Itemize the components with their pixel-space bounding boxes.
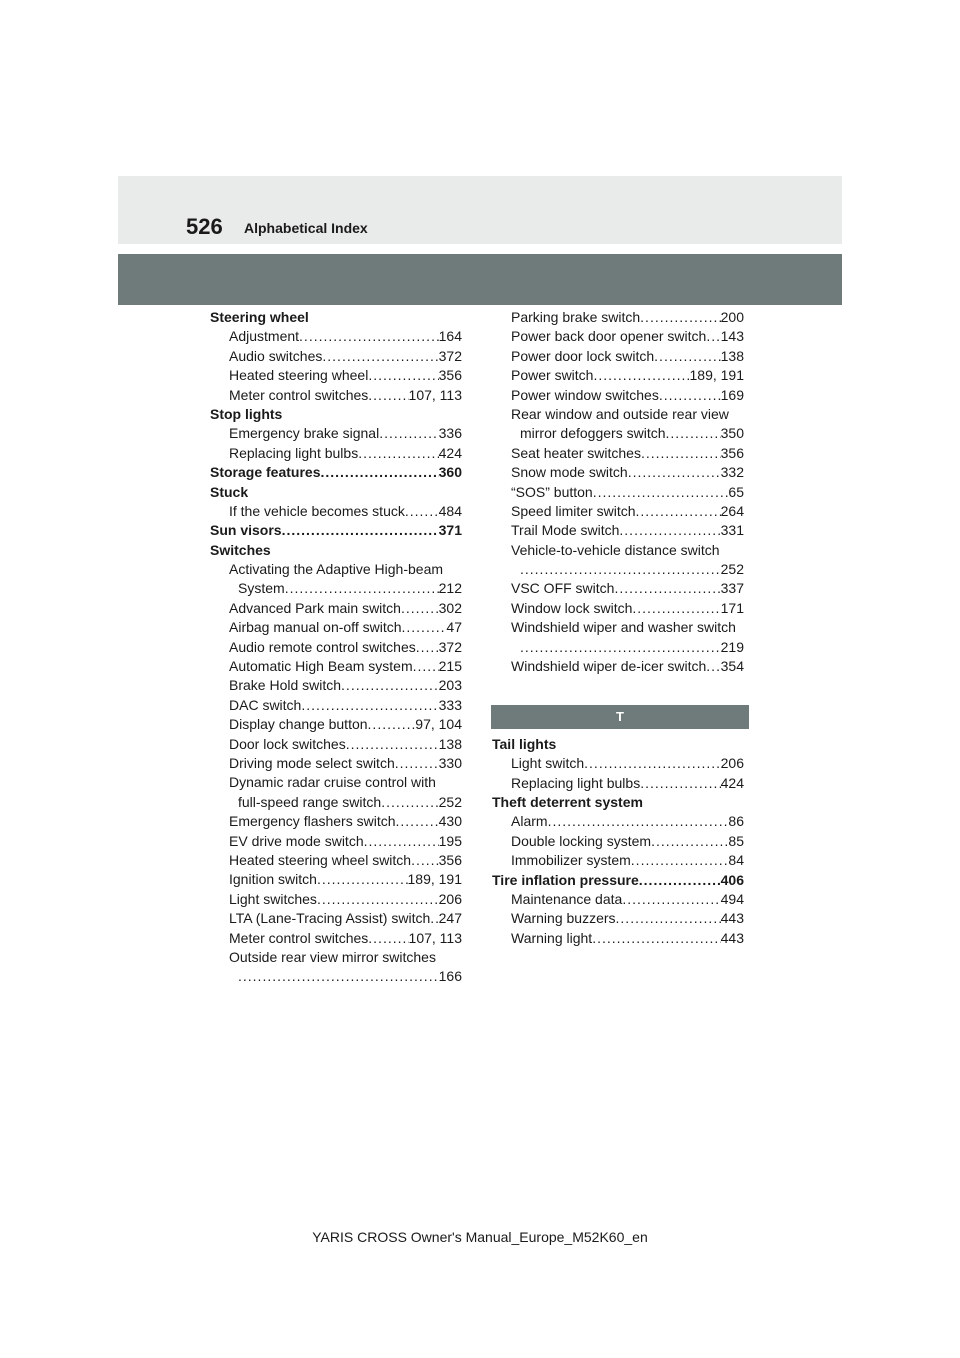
index-entry-text: Storage features: [210, 464, 321, 481]
index-entry-text: Display change button: [229, 716, 368, 733]
index-entry-page: 372: [438, 638, 462, 655]
index-entry-text: Meter control switches: [229, 386, 369, 403]
index-entry-text: mirror defoggers switch: [520, 425, 666, 442]
index-entry-text: Rear window and outside rear view: [511, 405, 729, 422]
dot-leader: [317, 870, 408, 889]
index-entry-page: 189, 191: [689, 367, 744, 384]
index-entry: [210, 444, 462, 463]
index-entry-page: 189, 191: [407, 871, 462, 888]
index-entry-text: Power switch: [511, 367, 594, 384]
dot-leader: [593, 366, 689, 385]
index-entry-text: Power window switches: [511, 386, 659, 403]
index-entry-text: Snow mode switch: [511, 464, 628, 481]
dot-leader: [619, 521, 720, 540]
index-entry-page: 356: [720, 444, 744, 461]
index-entry: [210, 599, 462, 618]
index-entry-text: Tire inflation pressure: [492, 871, 639, 888]
index-entry-page: 219: [720, 638, 744, 655]
index-entry-text: Power door lock switch: [511, 347, 655, 364]
index-entry-text: Seat heater switches: [511, 444, 641, 461]
index-entry: [492, 851, 744, 870]
index-heading: [210, 483, 462, 502]
index-entry-text: Stop lights: [210, 405, 283, 422]
index-entry-page: 443: [720, 929, 744, 946]
index-entry-text: Tail lights: [492, 735, 557, 752]
index-entry-page: 252: [720, 561, 744, 578]
index-entry: [492, 560, 744, 579]
index-entry-text: Warning buzzers: [511, 910, 616, 927]
index-entry: [210, 948, 462, 967]
section-band: [118, 254, 842, 305]
index-entry-page: 200: [720, 309, 744, 325]
index-heading: [210, 308, 462, 327]
index-entry: [492, 929, 744, 948]
index-entry-page: 164: [438, 328, 462, 345]
index-entry-text: Alarm: [511, 813, 548, 830]
index-entry: [210, 327, 462, 346]
dot-leader: [616, 909, 721, 928]
index-heading: [492, 735, 744, 754]
dot-leader: [379, 424, 438, 443]
dot-leader: [632, 599, 720, 618]
index-entry-text: Audio remote control switches: [229, 638, 416, 655]
index-entry: [210, 851, 462, 870]
index-entry-text: If the vehicle becomes stuck: [229, 502, 405, 519]
index-entry-text: Audio switches: [229, 347, 323, 364]
index-heading: [210, 463, 462, 482]
page-number: 526: [186, 214, 223, 239]
index-entry-text: DAC switch: [229, 696, 302, 713]
index-entry-text: Theft deterrent system: [492, 793, 643, 810]
index-entry: [492, 657, 744, 676]
index-entry: [492, 386, 744, 405]
index-entry: [492, 502, 744, 521]
letter-section-header: [491, 705, 749, 729]
dot-leader: [666, 424, 721, 443]
index-entry-text: Light switches: [229, 890, 317, 907]
dot-leader: [622, 890, 720, 909]
dot-leader: [706, 657, 720, 676]
index-entry: [210, 967, 462, 986]
index-entry-page: 107, 113: [408, 386, 462, 403]
dot-leader: [593, 483, 729, 502]
index-entry-text: VSC OFF switch: [511, 580, 615, 597]
index-entry-text: Replacing light bulbs: [511, 774, 641, 791]
dot-leader: [641, 444, 721, 463]
index-entry-page: 430: [438, 813, 462, 830]
dot-leader: [640, 774, 720, 793]
index-entry-text: Emergency flashers switch: [229, 813, 396, 830]
index-entry-text: “SOS” button: [511, 483, 593, 500]
dot-leader: [402, 618, 447, 637]
index-entry: [492, 812, 744, 831]
index-column-left: [210, 308, 462, 987]
dot-leader: [639, 871, 721, 890]
index-entry: [492, 424, 744, 443]
dot-leader: [640, 308, 720, 327]
index-entry-page: 264: [720, 502, 744, 519]
dot-leader: [659, 386, 721, 405]
index-entry-page: 331: [720, 522, 744, 539]
index-entry-text: Maintenance data: [511, 890, 623, 907]
index-heading: [492, 871, 744, 890]
index-entry: [210, 909, 462, 928]
dot-leader: [636, 502, 721, 521]
index-entry-text: EV drive mode switch: [229, 832, 364, 849]
index-entry-text: Brake Hold switch: [229, 677, 342, 694]
footer-text: YARIS CROSS Owner's Manual_Europe_M52K60_en: [312, 1229, 648, 1245]
index-entry-page: 337: [720, 580, 744, 597]
index-entry-page: 247: [438, 910, 462, 927]
index-entry-text: System: [238, 580, 285, 597]
index-entry-text: Heated steering wheel switch: [229, 851, 412, 868]
index-entry-text: Emergency brake signal: [229, 425, 380, 442]
index-entry-page: 107, 113: [408, 929, 462, 946]
index-entry-text: Power back door opener switch: [511, 328, 707, 345]
index-entry-text: Driving mode select switch: [229, 754, 395, 771]
index-entry-page: 97, 104: [415, 716, 462, 733]
dot-leader: [317, 890, 439, 909]
index-entry: [492, 774, 744, 793]
dot-leader: [592, 929, 720, 948]
index-entry: [210, 715, 462, 734]
index-entry-text: Automatic High Beam system: [229, 658, 413, 675]
index-entry-page: 360: [438, 464, 462, 481]
index-entry-text: Airbag manual on-off switch: [229, 619, 402, 636]
index-entry-page: 356: [438, 851, 462, 868]
index-entry: [492, 832, 744, 851]
index-entry: [210, 579, 462, 598]
index-entry-page: 84: [728, 852, 744, 869]
index-entry-text: Switches: [210, 541, 271, 558]
index-entry: [210, 754, 462, 773]
index-entry: [210, 560, 462, 579]
index-entry-text: Activating the Adaptive High-beam: [229, 561, 444, 578]
index-entry: [492, 754, 744, 773]
index-entry: [492, 521, 744, 540]
dot-leader: [395, 754, 439, 773]
index-entry-text: Light switch: [511, 755, 585, 772]
header-band: [118, 176, 842, 244]
index-entry-text: Meter control switches: [229, 929, 369, 946]
index-entry: [492, 618, 744, 637]
index-entry-page: 252: [438, 793, 462, 810]
dot-leader: [614, 579, 720, 598]
index-entry: [210, 502, 462, 521]
dot-leader: [430, 909, 438, 928]
index-entry: [210, 929, 462, 948]
index-entry-text: Heated steering wheel: [229, 367, 369, 384]
letter-section-label: T: [616, 709, 624, 725]
index-entry-text: Windshield wiper de-icer switch: [511, 658, 707, 675]
dot-leader: [282, 521, 439, 540]
index-entry-page: 171: [720, 599, 744, 616]
index-entry: [492, 541, 744, 560]
index-entry-text: Window lock switch: [511, 599, 633, 616]
index-entry-page: 330: [438, 754, 462, 771]
dot-leader: [299, 327, 439, 346]
dot-leader: [584, 754, 720, 773]
index-entry-page: 138: [438, 735, 462, 752]
index-entry-page: 443: [720, 910, 744, 927]
index-entry-page: 47: [446, 619, 462, 636]
index-entry-text: Warning light: [511, 929, 593, 946]
index-entry-text: Stuck: [210, 483, 249, 500]
dot-leader: [358, 444, 438, 463]
index-column-right: [492, 308, 744, 948]
index-entry-text: Double locking system: [511, 832, 652, 849]
index-entry: [210, 386, 462, 405]
index-entry-page: 206: [438, 890, 462, 907]
index-entry-text: Outside rear view mirror switches: [229, 948, 436, 965]
index-entry: [492, 638, 744, 657]
index-entry-page: 212: [438, 580, 462, 597]
index-entry-page: 203: [438, 677, 462, 694]
index-entry: [210, 638, 462, 657]
dot-leader: [320, 463, 438, 482]
dot-leader: [368, 715, 416, 734]
index-entry-text: Steering wheel: [210, 309, 309, 325]
dot-leader: [238, 967, 439, 986]
index-entry: [210, 696, 462, 715]
dot-leader: [706, 327, 720, 346]
index-entry: [210, 347, 462, 366]
index-entry-page: 332: [720, 464, 744, 481]
index-entry-text: Door lock switches: [229, 735, 346, 752]
index-entry-page: 195: [438, 832, 462, 849]
dot-leader: [381, 793, 438, 812]
index-entry: [210, 657, 462, 676]
dot-leader: [401, 599, 439, 618]
index-entry-page: 333: [438, 696, 462, 713]
index-entry-text: Advanced Park main switch: [229, 599, 401, 616]
index-entry: [492, 483, 744, 502]
index-entry: [492, 890, 744, 909]
index-entry-page: 372: [438, 347, 462, 364]
index-entry: [210, 890, 462, 909]
index-entry-page: 484: [438, 502, 462, 519]
index-entry-page: 85: [728, 832, 744, 849]
index-entry: [492, 444, 744, 463]
index-entry: [210, 812, 462, 831]
index-entry: [492, 327, 744, 346]
index-entry: [492, 405, 744, 424]
dot-leader: [520, 560, 721, 579]
index-entry-page: 143: [720, 328, 744, 345]
dot-leader: [416, 638, 439, 657]
index-heading: [492, 793, 744, 812]
dot-leader: [346, 735, 439, 754]
dot-leader: [548, 812, 729, 831]
index-entry-page: 169: [720, 386, 744, 403]
index-entry-text: Trail Mode switch: [511, 522, 620, 539]
index-entry-page: 424: [720, 774, 744, 791]
index-heading: [210, 521, 462, 540]
index-entry-page: 86: [728, 813, 744, 830]
index-heading: [210, 541, 462, 560]
index-entry: [210, 870, 462, 889]
dot-leader: [628, 463, 721, 482]
index-entry-text: Ignition switch: [229, 871, 317, 888]
dot-leader: [368, 366, 438, 385]
index-entry-text: Sun visors: [210, 522, 282, 539]
index-entry: [210, 773, 462, 792]
index-entry-page: 302: [438, 599, 462, 616]
index-list-t: [492, 735, 744, 948]
dot-leader: [341, 676, 439, 695]
index-entry: [492, 463, 744, 482]
index-entry-text: Adjustment: [229, 328, 300, 345]
dot-leader: [631, 851, 729, 870]
index-entry: [492, 308, 744, 327]
index-entry-text: LTA (Lane-Tracing Assist) switch: [229, 910, 431, 927]
index-entry-page: 65: [728, 483, 744, 500]
index-entry: [210, 366, 462, 385]
index-entry: [492, 347, 744, 366]
index-entry-page: 206: [720, 755, 744, 772]
index-entry: [210, 618, 462, 637]
index-entry: [210, 676, 462, 695]
index-entry-text: Vehicle-to-vehicle distance switch: [511, 541, 720, 558]
index-entry-page: 138: [720, 347, 744, 364]
dot-leader: [520, 638, 721, 657]
index-heading: [210, 405, 462, 424]
index-entry-page: 166: [438, 968, 462, 985]
index-entry: [492, 599, 744, 618]
dot-leader: [368, 929, 408, 948]
index-entry-page: 354: [720, 658, 744, 675]
index-entry: [210, 832, 462, 851]
index-entry-page: 371: [438, 522, 462, 539]
index-entry-page: 406: [720, 871, 744, 888]
spacer: [492, 676, 744, 695]
index-entry-text: Parking brake switch: [511, 309, 641, 325]
dot-leader: [654, 347, 720, 366]
index-entry-page: 424: [438, 444, 462, 461]
index-entry-text: Dynamic radar cruise control with: [229, 774, 436, 791]
dot-leader: [405, 502, 439, 521]
dot-leader: [651, 832, 728, 851]
index-entry-text: full-speed range switch: [238, 793, 382, 810]
dot-leader: [322, 347, 438, 366]
index-entry-page: 494: [720, 890, 744, 907]
index-entry: [210, 793, 462, 812]
index-entry: [492, 909, 744, 928]
index-list-s-continued: [492, 308, 744, 676]
index-entry-text: Speed limiter switch: [511, 502, 636, 519]
index-entry-text: Windshield wiper and washer switch: [511, 619, 736, 636]
index-entry-text: Replacing light bulbs: [229, 444, 359, 461]
index-entry-page: 356: [438, 367, 462, 384]
dot-leader: [368, 386, 408, 405]
dot-leader: [364, 832, 439, 851]
index-entry: [210, 735, 462, 754]
dot-leader: [285, 579, 439, 598]
index-entry: [492, 579, 744, 598]
index-entry-page: 350: [720, 425, 744, 442]
index-entry: [492, 366, 744, 385]
index-entry-page: 336: [438, 425, 462, 442]
index-entry-page: 215: [438, 658, 462, 675]
dot-leader: [413, 657, 439, 676]
dot-leader: [301, 696, 438, 715]
section-title: Alphabetical Index: [244, 220, 368, 236]
index-entry-text: Immobilizer system: [511, 852, 631, 869]
dot-leader: [411, 851, 439, 870]
dot-leader: [396, 812, 439, 831]
index-entry: [210, 424, 462, 443]
